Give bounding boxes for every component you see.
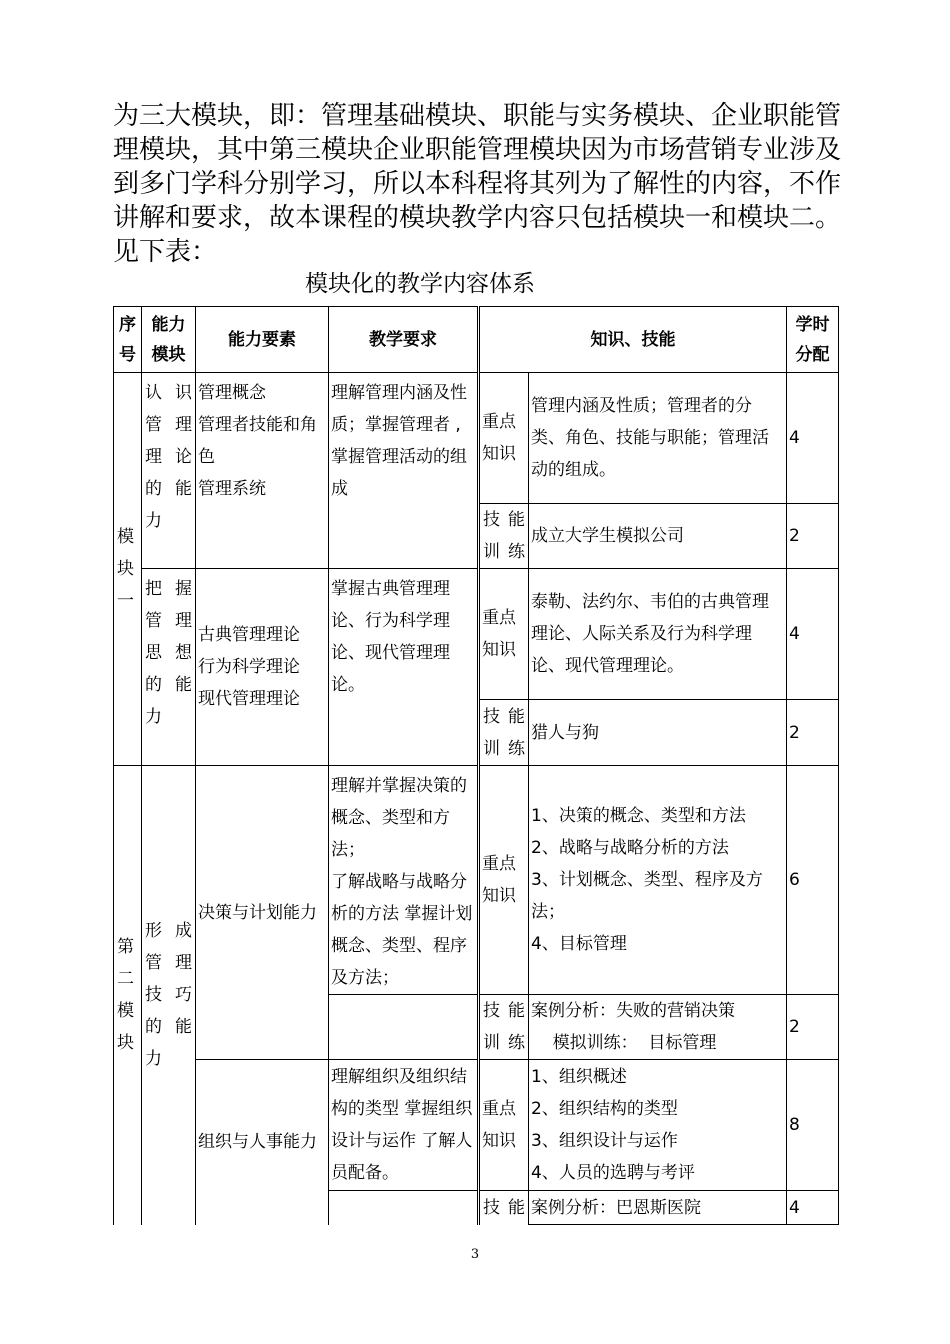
page-number: 3: [470, 1247, 480, 1262]
table-row: [114, 373, 839, 504]
key-label: 重点知识: [479, 1060, 529, 1191]
key-content: 1、组织概述 2、组织结构的类型 3、组织设计与运作 4、人员的选聘与考评: [529, 1060, 787, 1191]
empty-cell: [329, 995, 479, 1060]
ability-element: 决策与计划能力: [196, 766, 329, 1060]
skill-label: 技能训练: [479, 504, 529, 569]
skill-content: 案例分析：巴恩斯医院: [529, 1191, 787, 1225]
header-module: 能力模块: [142, 307, 196, 373]
key-content: 1、决策的概念、类型和方法 2、战略与战略分析的方法 3、计划概念、类型、程序及方法； 4、目标管理: [529, 766, 787, 995]
skill-hours: 4: [787, 1191, 839, 1225]
module-ability: 把握管理思想的能力: [142, 569, 196, 766]
key-content: 泰勒、法约尔、韦伯的古典管理理论、人际关系及行为科学理论、现代管理理论。: [529, 569, 787, 700]
ability-element: 组织与人事能力: [196, 1060, 329, 1225]
teaching-requirement: 掌握古典管理理论、行为科学理论、现代管理理论。: [329, 569, 479, 766]
key-hours: 8: [787, 1060, 839, 1191]
key-hours: 4: [787, 373, 839, 504]
module-cell: 第二模块: [114, 766, 142, 1225]
teaching-requirement: 理解管理内涵及性质；掌握管理者 ,掌握管理活动的组成: [329, 373, 479, 569]
ability-element: 管理概念 管理者技能和角色 管理系统: [196, 373, 329, 569]
content-table: [113, 306, 839, 1225]
header-element: 能力要素: [196, 307, 329, 373]
header-requirement: 教学要求: [329, 307, 479, 373]
table-row: [114, 766, 839, 995]
key-label: 重点知识: [479, 373, 529, 504]
key-content: 管理内涵及性质；管理者的分类、角色、技能与职能；管理活动的组成。: [529, 373, 787, 504]
teaching-requirement: 理解组织及组织结构的类型 掌握组织设计与运作 了解人员配备。: [329, 1060, 479, 1191]
header-row: [114, 307, 839, 373]
skill-label: 技能: [479, 1191, 529, 1225]
ability-element: 古典管理理论 行为科学理论 现代管理理论: [196, 569, 329, 766]
intro-line: 到多门学科分别学习，所以本科程将其列为了解性的内容，不作: [113, 169, 842, 199]
intro-line: 见下表：: [113, 237, 218, 267]
skill-label: 技能训练: [479, 995, 529, 1060]
skill-label: 技能训练: [479, 700, 529, 766]
skill-content: 案例分析：失败的营销决策 模拟训练： 目标管理: [529, 995, 787, 1060]
module-ability: 认识管理理论的能力: [142, 373, 196, 569]
module-cell: 模块一: [114, 373, 142, 766]
skill-content: 猎人与狗: [529, 700, 787, 766]
key-label: 重点知识: [479, 569, 529, 700]
empty-cell: [329, 1191, 479, 1225]
table-title: 模块化的教学内容体系: [305, 271, 535, 297]
table-row: [114, 569, 839, 700]
intro-line: 讲解和要求，故本课程的模块教学内容只包括模块一和模块二。: [113, 203, 842, 233]
intro-line: 理模块，其中第三模块企业职能管理模块因为市场营销专业涉及: [113, 135, 842, 165]
header-hours: 学时分配: [787, 307, 839, 373]
table-row: [114, 1060, 839, 1191]
header-seq: 序号: [114, 307, 142, 373]
skill-hours: 2: [787, 995, 839, 1060]
skill-hours: 2: [787, 504, 839, 569]
teaching-requirement: 理解并掌握决策的概念、类型和方法； 了解战略与战略分析的方法 掌握计划概念、类型、程序及方法；: [329, 766, 479, 995]
module-ability: 形成管理技巧的能力: [142, 766, 196, 1225]
intro-paragraph: [113, 99, 843, 269]
skill-content: 成立大学生模拟公司: [529, 504, 787, 569]
key-label: 重点知识: [479, 766, 529, 995]
header-knowledge: 知识、技能: [479, 307, 787, 373]
key-hours: 6: [787, 766, 839, 995]
key-hours: 4: [787, 569, 839, 700]
intro-line: 为三大模块，即：管理基础模块、职能与实务模块、企业职能管: [113, 101, 842, 131]
skill-hours: 2: [787, 700, 839, 766]
